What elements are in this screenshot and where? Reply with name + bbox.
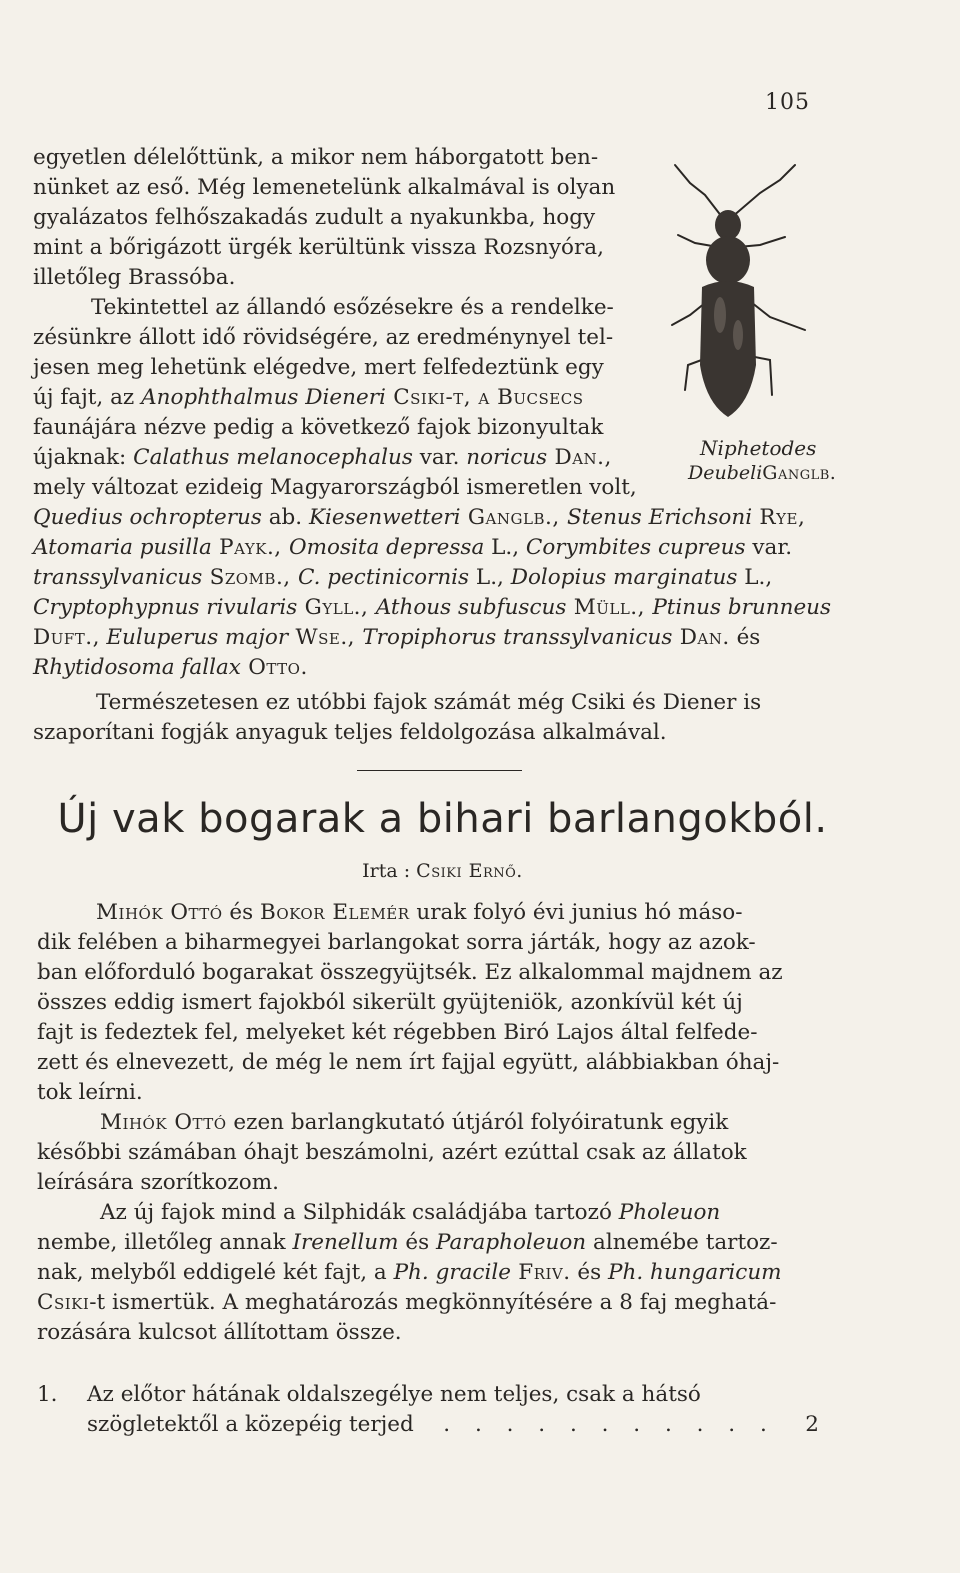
text-line: transsylvanicus Szomb., C. pectinicornis L., Dolopius marginatus L.,: [33, 565, 773, 590]
article-author: Irta : Csiki Ernő.: [362, 860, 523, 882]
text-line: nembe, illetőleg annak Irenellum és Parapholeuon alnemébe tartoz-: [37, 1230, 778, 1255]
key-line: 1. Az előtor hátának oldalszegélye nem teljes, csak a hátsó: [37, 1380, 819, 1410]
text-line: Mihók Ottó és Bokor Elemér urak folyó évi junius hó máso-: [96, 900, 743, 925]
key-number: 1.: [37, 1382, 58, 1407]
key-line: szögletektől a közepéig terjed . . . . . . . . . . . 2: [87, 1410, 819, 1440]
text-line: egyetlen délelőttünk, a mikor nem háborgatott ben-: [33, 145, 599, 170]
text-line: gyalázatos felhőszakadás zudult a nyakunkba, hogy: [33, 205, 596, 230]
text-line: Tekintettel az állandó esőzésekre és a rendelke-: [91, 295, 614, 320]
figure-caption-genus: Niphetodes: [700, 436, 817, 460]
text-line: dik felében a biharmegyei barlangokat sorra járták, hogy az azok-: [37, 930, 756, 955]
text-line: ban előforduló bogarakat összegyüjtsék. Ez alkalommal majdnem az: [37, 960, 783, 985]
text-line: jesen meg lehetünk elégedve, mert felfedeztünk egy: [33, 355, 604, 380]
text-line: Duft. , Euluperus major Wse., Tropiphorus transsylvanicus Dan. és: [33, 625, 761, 650]
text-line: Cryptophypnus rivularis Gyll., Athous subfuscus Müll., Ptinus brunneus: [33, 595, 832, 620]
text-line: rozására kulcsot állítottam össze.: [37, 1320, 402, 1345]
text-line: mint a bőrigázott ürgék kerültünk vissza Rozsnyóra,: [33, 235, 604, 260]
text-line: Atomaria pusilla Payk., Omosita depressa L., Corymbites cupreus var.: [33, 535, 793, 560]
text-line: nak, melyből eddigelé két fajt, a Ph. gracile Friv. és Ph. hungaricum: [37, 1260, 782, 1285]
text-line: Csiki -t ismertük. A meghatározás megkönnyítésére a 8 faj meghatá-: [37, 1290, 777, 1315]
text-line: Természetesen ez utóbbi fajok számát még Csiki és Diener is: [96, 690, 762, 715]
text-line: mely változat ezideig Magyarországból ismeretlen volt,: [33, 475, 637, 500]
text-line: leírására szorítkozom.: [37, 1170, 279, 1195]
beetle-icon: [660, 155, 830, 455]
text-line: új fajt, az Anophthalmus Dieneri Csiki-t, a Bucsecs: [33, 385, 584, 410]
text-line: szaporítani fogják anyaguk teljes feldolgozása alkalmával.: [33, 720, 667, 745]
text-line: összes eddig ismert fajokból sikerült gyüjteniök, azonkívül két új: [37, 990, 743, 1015]
text-line: zett és elnevezett, de még le nem írt fajjal együtt, alábbiakban óhaj-: [37, 1050, 780, 1075]
key-target: 2: [805, 1412, 819, 1437]
figure-caption-species: DeubeliGanglb.: [688, 462, 837, 484]
text-line: zésünkre állott idő rövidségére, az eredménynyel tel-: [33, 325, 614, 350]
text-line: Mihók Ottó ezen barlangkutató útjáról folyóiratunk egyik: [100, 1110, 729, 1135]
text-line: Rhytidosoma fallax Otto.: [33, 655, 308, 680]
text-line: tok leírni.: [37, 1080, 143, 1105]
text-line: illetőleg Brassóba.: [33, 265, 236, 290]
text-line: későbbi számában óhajt beszámolni, azért ezúttal csak az állatok: [37, 1140, 747, 1165]
section-divider: [357, 770, 522, 771]
text-line: Az új fajok mind a Silphidák családjába tartozó Pholeuon: [100, 1200, 721, 1225]
text-line: Quedius ochropterus ab. Kiesenwetteri Ganglb., Stenus Erichsoni Rye,: [33, 505, 806, 530]
article-title: Új vak bogarak a bihari barlangokból.: [57, 796, 828, 842]
beetle-illustration: [660, 155, 830, 455]
text-line: faunájára nézve pedig a következő fajok bizonyultak: [33, 415, 604, 440]
text-line: újaknak: Calathus melanocephalus var. noricus Dan.,: [33, 445, 612, 470]
text-line: nünket az eső. Még lemenetelünk alkalmával is olyan: [33, 175, 616, 200]
page-number: 105: [765, 90, 810, 115]
text-line: fajt is fedeztek fel, melyeket két régebben Biró Lajos által felfede-: [37, 1020, 758, 1045]
